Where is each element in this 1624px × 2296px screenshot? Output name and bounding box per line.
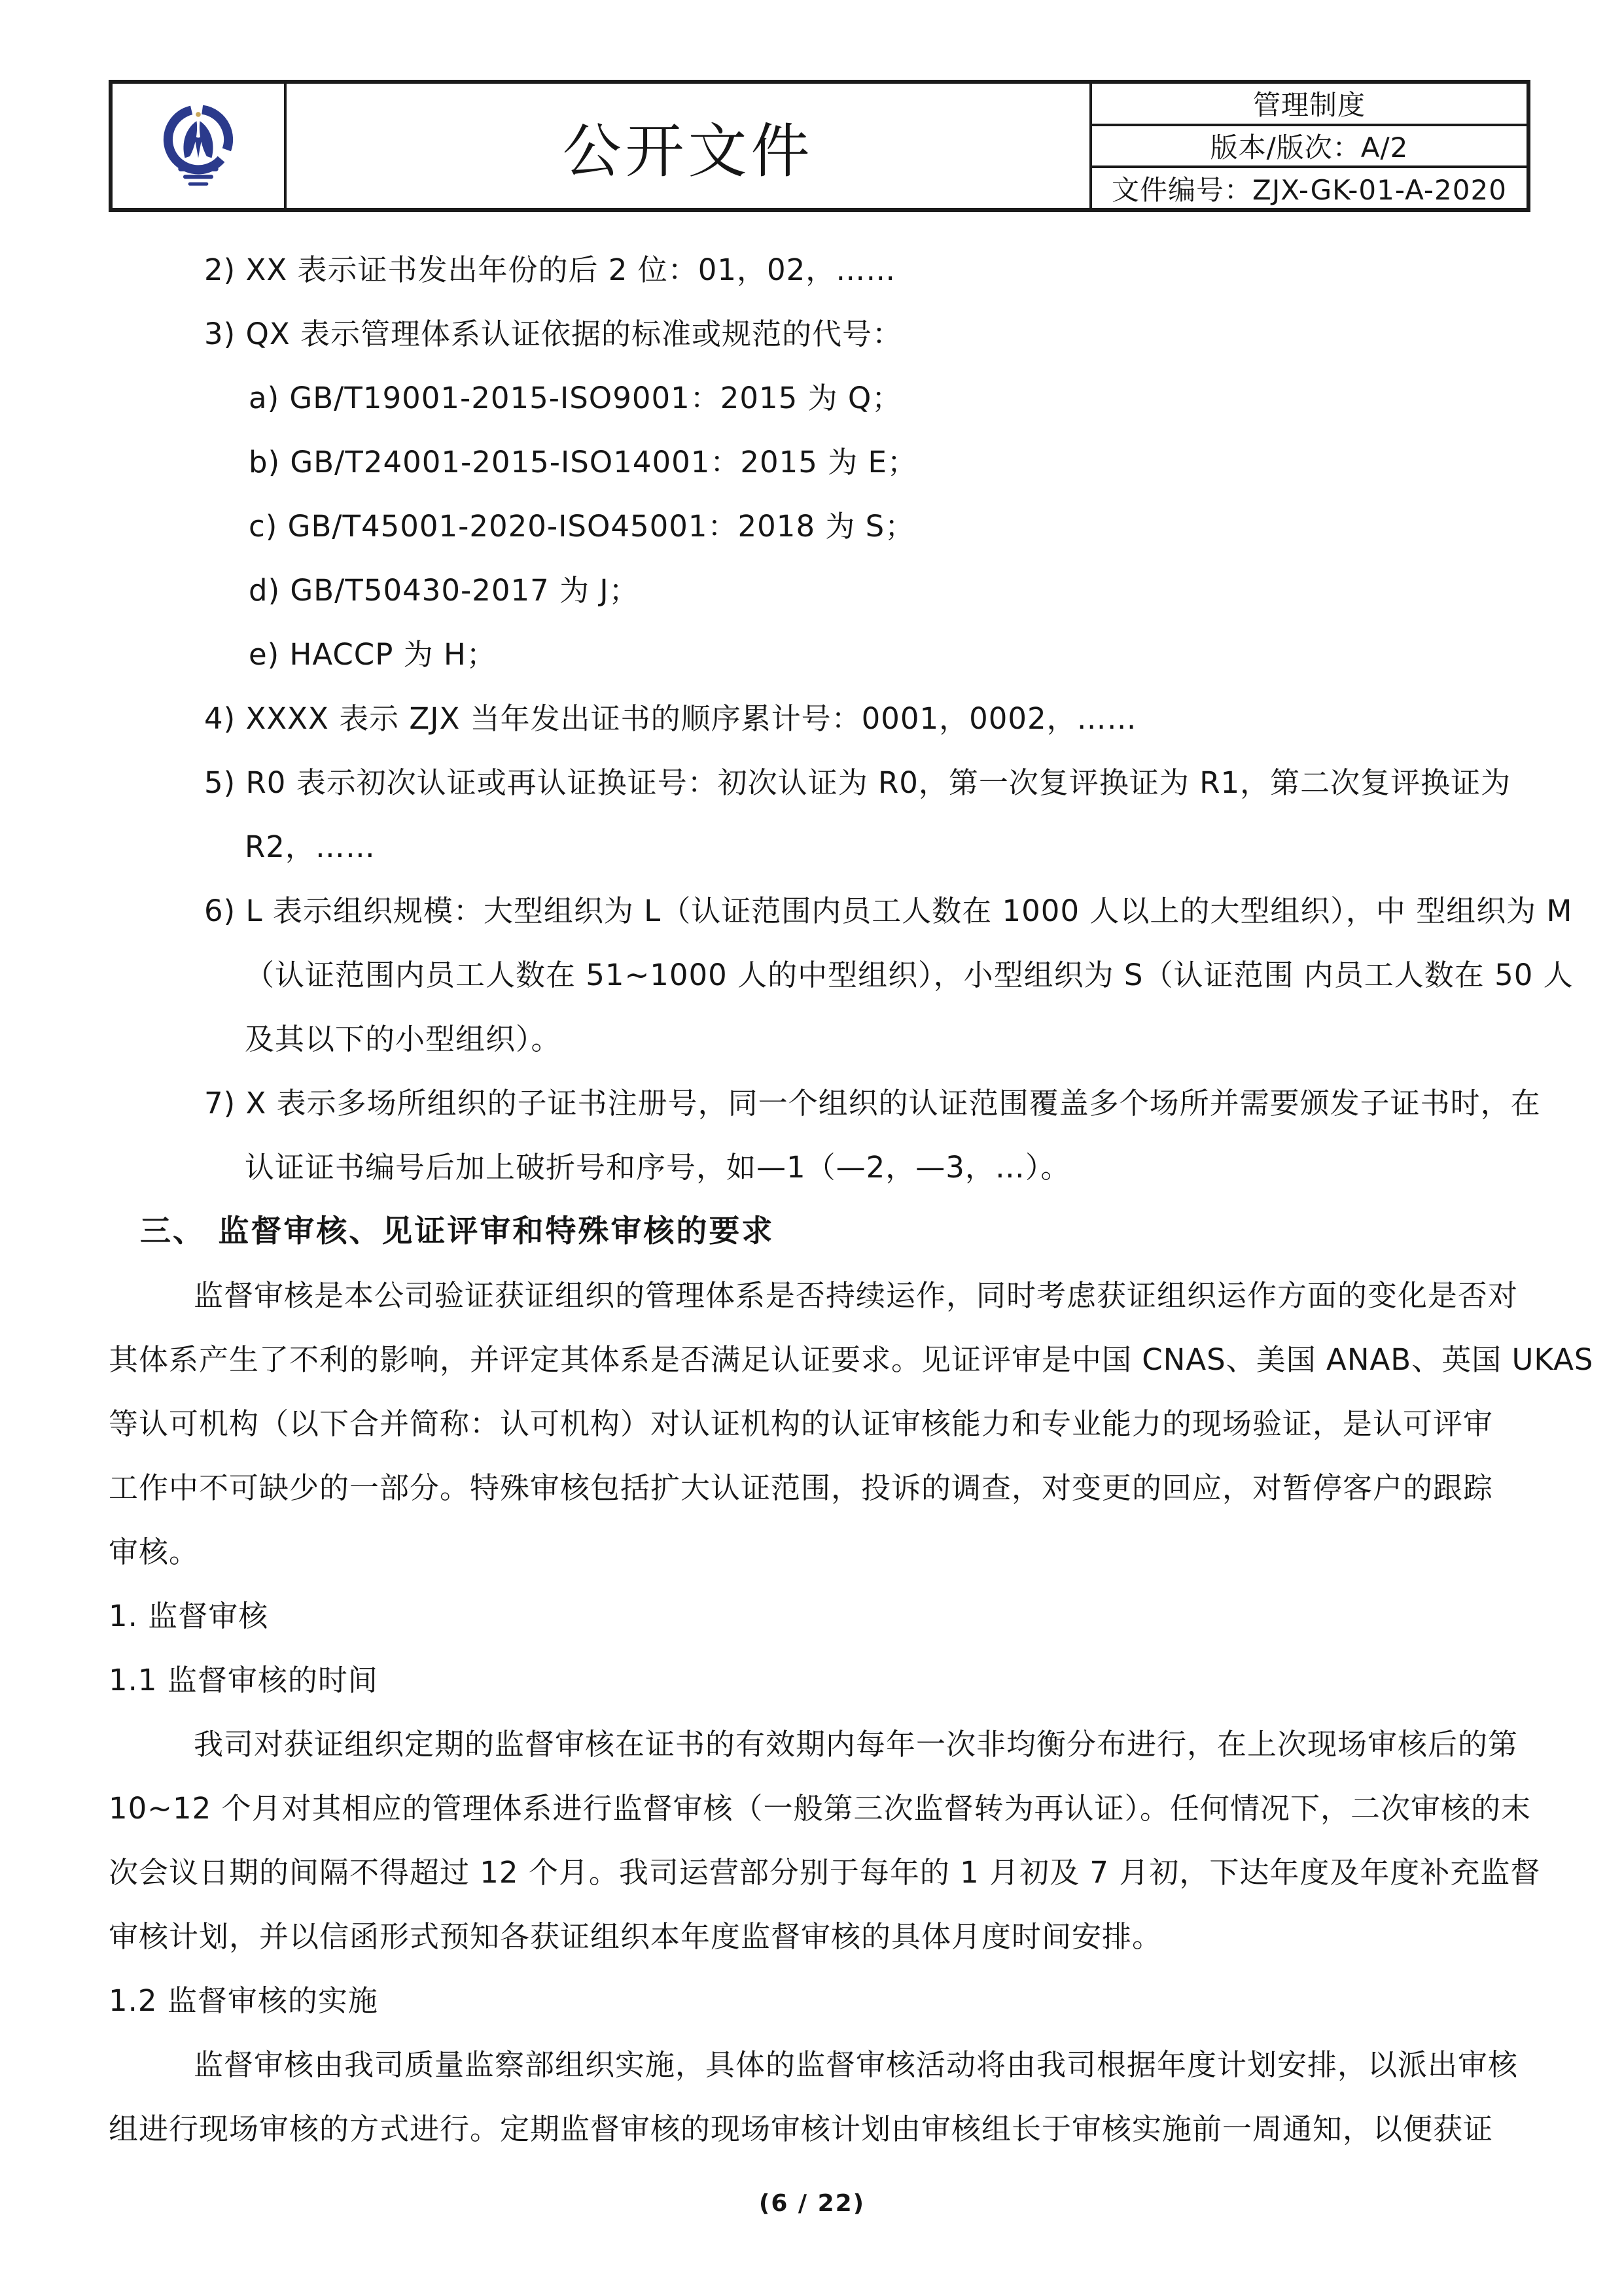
document-body — [109, 238, 1594, 2161]
page-number: (6 / 22) — [758, 2190, 866, 2217]
doc-line: 10~12 个月对其相应的管理体系进行监督审核（一般第三次监督转为再认证）。任何情况下，二次审核的末 — [109, 1791, 1532, 1826]
doc-line: 组进行现场审核的方式进行。定期监督审核的现场审核计划由审核组长于审核实施前一周通知，以便获证 — [109, 2112, 1494, 2146]
doc-type: 管理制度 — [1092, 84, 1527, 126]
section-heading: 三、 监督审核、见证评审和特殊审核的要求 — [140, 1213, 775, 1249]
header-info-cell — [1089, 84, 1527, 208]
doc-line: （认证范围内员工人数在 51~1000 人的中型组织），小型组织为 S（认证范围 内员工人数在 50 人 — [245, 958, 1574, 992]
doc-line: b) GB/T24001-2015-ISO14001：2015 为 E； — [249, 445, 917, 479]
doc-line: 我司对获证组织定期的监督审核在证书的有效期内每年一次非均衡分布进行，在上次现场审核后的第 — [194, 1727, 1519, 1762]
doc-line: d) GB/T50430-2017 为 J； — [249, 573, 639, 608]
doc-line: 及其以下的小型组织）。 — [245, 1022, 561, 1056]
doc-line: 其体系产生了不利的影响，并评定其体系是否满足认证要求。见证评审是中国 CNAS、美国 ANAB、英国 UKAS — [109, 1342, 1594, 1377]
header-table — [109, 80, 1530, 212]
doc-line: 7) X 表示多场所组织的子证书注册号，同一个组织的认证范围覆盖多个场所并需要颁发子证书时，在 — [204, 1086, 1541, 1121]
title-cell — [287, 84, 1089, 208]
logo-cell — [113, 84, 287, 208]
doc-line: 3) QX 表示管理体系认证依据的标准或规范的代号： — [204, 317, 903, 351]
doc-line: 1.2 监督审核的实施 — [109, 1983, 378, 2018]
doc-line: 认证证书编号后加上破折号和序号，如—1（—2，—3，…）。 — [245, 1150, 1071, 1185]
doc-line: a) GB/T19001-2015-ISO9001：2015 为 Q； — [249, 381, 902, 415]
doc-line: 监督审核由我司质量监察部组织实施，具体的监督审核活动将由我司根据年度计划安排，以派出审核 — [194, 2047, 1519, 2082]
doc-line: R2，…… — [245, 829, 376, 864]
doc-line: 6) L 表示组织规模：大型组织为 L（认证范围内员工人数在 1000 人以上的大型组织），中 型组织为 M — [204, 894, 1573, 928]
doc-line: 监督审核是本公司验证获证组织的管理体系是否持续运作，同时考虑获证组织运作方面的变化是否对 — [194, 1278, 1519, 1313]
doc-version: 版本/版次：A/2 — [1092, 126, 1527, 169]
doc-line: 等认可机构（以下合并简称：认可机构）对认证机构的认证审核能力和专业能力的现场验证，是认可评审 — [109, 1406, 1494, 1441]
doc-line: 审核计划，并以信函形式预知各获证组织本年度监督审核的具体月度时间安排。 — [109, 1919, 1163, 1954]
doc-line: 5) R0 表示初次认证或再认证换证号：初次认证为 R0，第一次复评换证为 R1，第二次复评换证为 — [204, 765, 1511, 800]
company-logo-icon — [156, 96, 240, 196]
doc-line: c) GB/T45001-2020-ISO45001：2018 为 S； — [249, 509, 915, 544]
doc-line: 工作中不可缺少的一部分。特殊审核包括扩大认证范围，投诉的调查，对变更的回应，对暂停客户的跟踪 — [109, 1470, 1494, 1505]
doc-line: 1. 监督审核 — [109, 1599, 269, 1633]
doc-line: 2) XX 表示证书发出年份的后 2 位：01，02，…… — [204, 252, 896, 287]
doc-line: e) HACCP 为 H； — [249, 637, 497, 672]
doc-line: 1.1 监督审核的时间 — [109, 1663, 378, 1697]
doc-line: 审核。 — [109, 1535, 200, 1569]
doc-line: 4) XXXX 表示 ZJX 当年发出证书的顺序累计号：0001，0002，…… — [204, 701, 1137, 736]
doc-line: 次会议日期的间隔不得超过 12 个月。我司运营部分别于每年的 1 月初及 7 月初，下达年度及年度补充监督 — [109, 1855, 1541, 1890]
doc-number: 文件编号：ZJX-GK-01-A-2020 — [1112, 173, 1507, 206]
document-title: 公开文件 — [562, 117, 814, 186]
